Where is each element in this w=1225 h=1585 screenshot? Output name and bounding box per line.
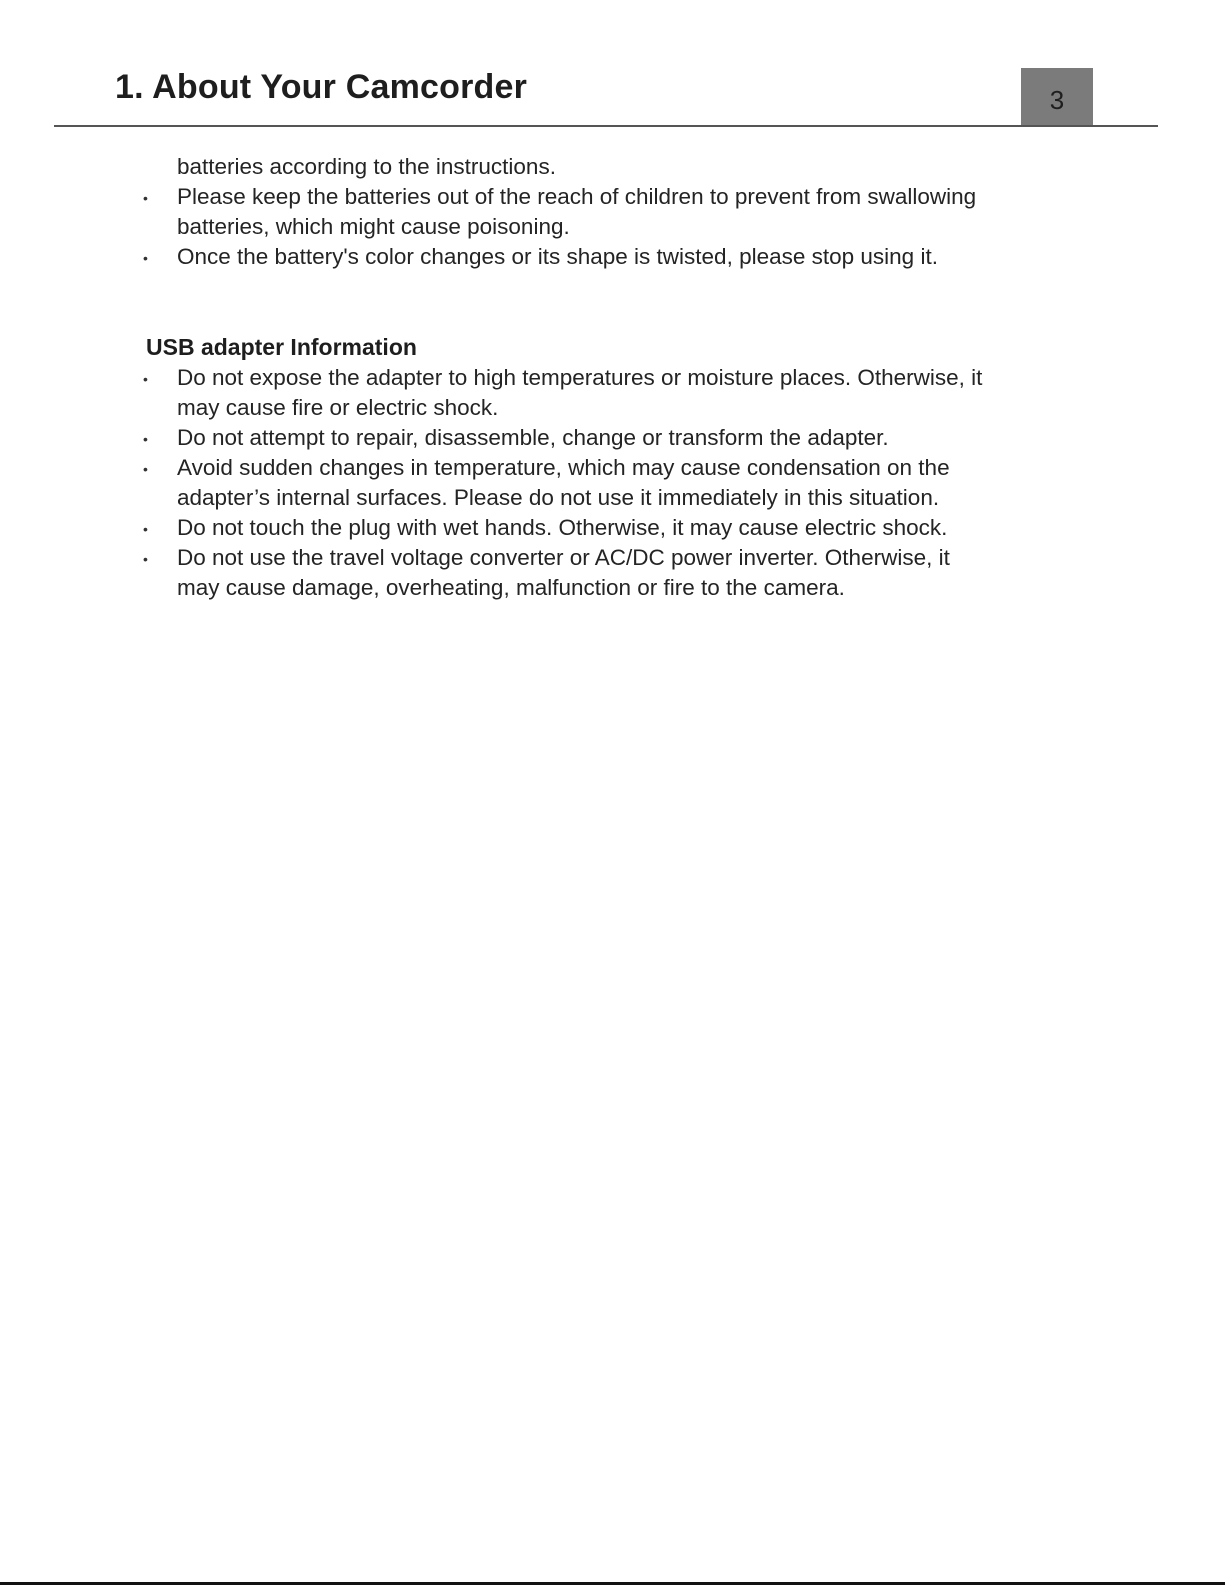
- page-number-badge: 3: [1021, 68, 1093, 126]
- list-item-line: Do not attempt to repair, disassemble, change or transform the adapter.: [177, 425, 889, 450]
- bullet-icon: •: [143, 551, 148, 567]
- list-item-line: Do not expose the adapter to high temperatures or moisture places. Otherwise, it: [177, 365, 983, 390]
- bullet-icon: •: [143, 371, 148, 387]
- list-item-line: Please keep the batteries out of the reach of children to prevent from swallowing: [177, 184, 977, 209]
- list-item-line: may cause fire or electric shock.: [177, 395, 499, 420]
- section-heading-usb-adapter: USB adapter Information: [146, 334, 417, 360]
- bullet-icon: •: [143, 250, 148, 266]
- list-item-line: batteries, which might cause poisoning.: [177, 214, 570, 239]
- bullet-icon: •: [143, 521, 148, 537]
- continued-text-line: batteries according to the instructions.: [177, 154, 556, 179]
- list-item-line: Do not touch the plug with wet hands. Otherwise, it may cause electric shock.: [177, 515, 948, 540]
- list-item-line: Avoid sudden changes in temperature, which may cause condensation on the: [177, 455, 950, 480]
- bullet-icon: •: [143, 431, 148, 447]
- list-item-line: adapter’s internal surfaces. Please do not use it immediately in this situation.: [177, 485, 940, 510]
- bullet-icon: •: [143, 461, 148, 477]
- bullet-icon: •: [143, 190, 148, 206]
- header-divider: [54, 125, 1158, 127]
- list-item-line: Do not use the travel voltage converter or AC/DC power inverter. Otherwise, it: [177, 545, 950, 570]
- list-item-line: Once the battery's color changes or its shape is twisted, please stop using it.: [177, 244, 938, 269]
- list-item-line: may cause damage, overheating, malfunction or fire to the camera.: [177, 575, 845, 600]
- page-title: 1. About Your Camcorder: [115, 68, 528, 106]
